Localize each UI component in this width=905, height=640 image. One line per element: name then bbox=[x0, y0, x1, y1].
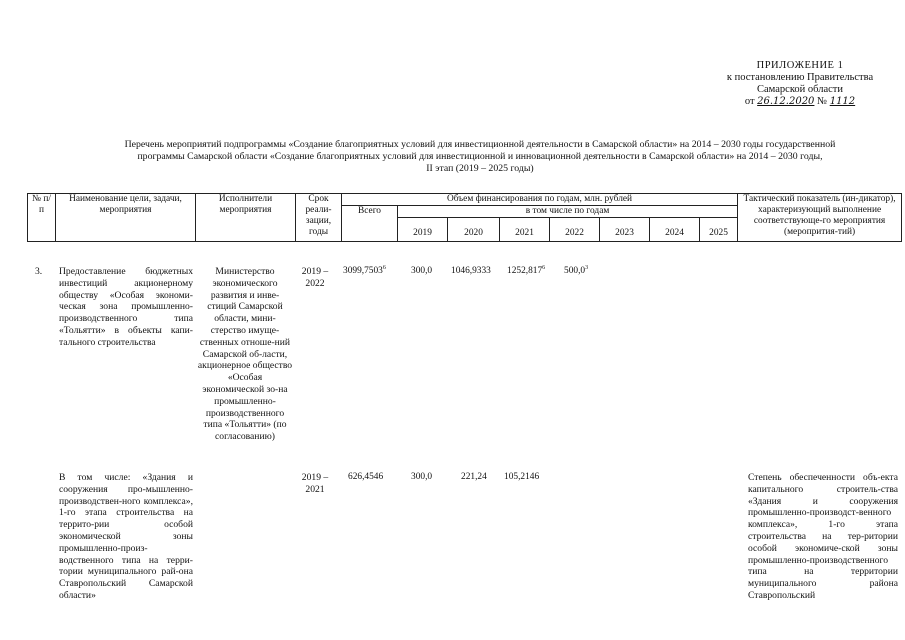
title-line-1: Перечень мероприятий подпрограммы «Создание благоприятных условий для инвестиционной деятельности в Самарской области» на 2014 – 2030 годы государственной bbox=[124, 139, 836, 150]
header-total: Всего bbox=[342, 206, 398, 242]
header-year-2025: 2025 bbox=[700, 218, 738, 242]
header-year-2019: 2019 bbox=[398, 218, 448, 242]
document-title bbox=[80, 139, 880, 175]
header-num: № п/п bbox=[28, 194, 56, 242]
appendix-date-line bbox=[700, 96, 900, 108]
subitem-name: В том числе: «Здания и сооружения про-мышленно-производствен-ного комплекса», 1-го этапа строительства на террито-рии особой экономической зоны промышленно-произ-водственного типа на терри-тории муниципального рай-она Ставропольский Самарской области» bbox=[59, 472, 193, 601]
title-line-3: II этап (2019 – 2025 годы) bbox=[426, 163, 534, 174]
header-financing: Объем финансирования по годам, млн. рублей bbox=[342, 194, 738, 206]
header-year-2022: 2022 bbox=[550, 218, 600, 242]
subitem-2020: 221,24 bbox=[461, 472, 487, 482]
header-year-2023: 2023 bbox=[600, 218, 650, 242]
subitem-term: 2019 – 2021 bbox=[301, 472, 329, 495]
row-3-num: 3. bbox=[35, 266, 43, 277]
header-term: Срок реали-зации, годы bbox=[296, 194, 342, 242]
row-3-name: Предоставление бюджетных инвестиций акционерному обществу «Особая экономи-ческая зона промышленно-производственного типа «Тольятти» в объекты капи-тального строительства bbox=[59, 266, 193, 348]
header-indicator: Тактический показатель (ин-дикатор), характеризующий выполнение соответствующе-го мероприятия (меропрития-тий) bbox=[738, 194, 902, 242]
header-year-2020: 2020 bbox=[448, 218, 500, 242]
row-3-2020: 1046,9333 bbox=[451, 266, 491, 276]
appendix-title: ПРИЛОЖЕНИЕ 1 bbox=[756, 60, 844, 71]
header-year-2024: 2024 bbox=[650, 218, 700, 242]
number-prefix: № bbox=[817, 96, 828, 107]
row-subitem bbox=[27, 472, 901, 612]
title-line-2: программы Самарской области «Создание благоприятных условий для инвестиционной и инновационной деятельности в Самарской области» на 2014 – 2030 годы, bbox=[137, 151, 823, 162]
date-value: 26.12.2020 bbox=[757, 96, 815, 107]
appendix-line-2: к постановлению Правительства bbox=[726, 72, 874, 83]
row-3-term: 2019 – 2022 bbox=[301, 266, 329, 289]
row-3 bbox=[27, 266, 901, 456]
subitem-2019: 300,0 bbox=[411, 472, 433, 482]
row-3-2019: 300,0 bbox=[411, 266, 433, 276]
measures-table bbox=[27, 193, 902, 242]
row-3-total: 3099,7503$^6$ bbox=[343, 264, 386, 276]
row-3-2022: 500,0$^3$ bbox=[564, 264, 589, 276]
header-year-2021: 2021 bbox=[500, 218, 550, 242]
header-executors: Исполнители мероприятия bbox=[196, 194, 296, 242]
subitem-total: 626,4546 bbox=[348, 472, 384, 482]
subitem-2021: 105,2146 bbox=[504, 472, 540, 482]
subitem-indicator: Степень обеспеченности объ-екта капитального строитель-ства «Здания и сооружения промышленно-производст-венного комплекса», 1-го этапа строительства на тер-ритории особой экономиче-ской зоны промышленно-производственного типа на территории муниципального района Ставропольский bbox=[748, 472, 898, 601]
row-3-executors: Министерство экономического развития и инве-стиций Самарской области, мини-стерство имуще-ственных отноше-ний Самарской об-ласти, акционерное общество «Особая экономической зо-на промышленно-производственного типа «Тольятти» (по согласованию) bbox=[197, 266, 293, 443]
number-value: 1112 bbox=[829, 96, 856, 107]
row-3-2021: 1252,817$^6$ bbox=[507, 264, 546, 276]
date-prefix: от bbox=[744, 96, 755, 107]
appendix-line-3: Самарской области bbox=[757, 84, 843, 95]
appendix-block bbox=[700, 60, 900, 108]
header-name: Наименование цели, задачи, мероприятия bbox=[56, 194, 196, 242]
header-including: в том числе по годам bbox=[398, 206, 738, 218]
